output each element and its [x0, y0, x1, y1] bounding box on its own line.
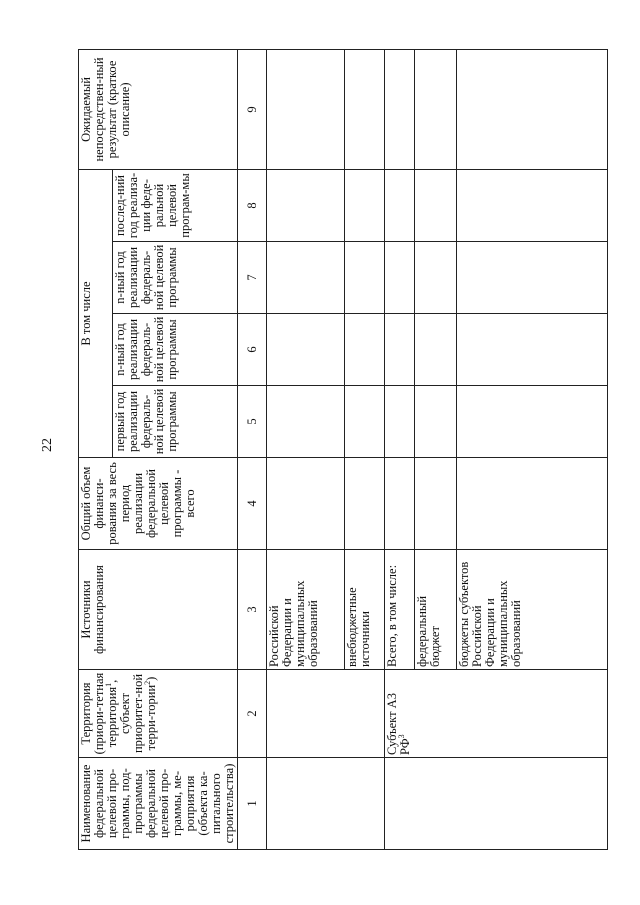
column-number: 7 [238, 242, 267, 314]
column-number: 9 [238, 50, 267, 170]
cell-empty [267, 670, 385, 758]
column-number: 3 [238, 550, 267, 670]
header-group: В том числе [79, 170, 113, 458]
header-result: Ожидаемый непосредствен-ный результат (краткое описание) [79, 50, 238, 170]
header-name: Наименование федеральной целевой про-граммы, под-программы федеральной целевой про-граммы, ме-роприятия (объекта ка-питального строительства) [79, 758, 238, 850]
page-number: 22 [40, 438, 55, 452]
column-number: 4 [238, 458, 267, 550]
table-row [385, 50, 415, 850]
cell-source: внебюджетные источники [345, 550, 385, 670]
header-n-year-2: n-ный год реализации федераль-ной целевой программы [113, 242, 238, 314]
header-sources: Источники финансирования [79, 550, 238, 670]
financing-table-rotated [78, 50, 608, 850]
cell-source: Российской Федерации и муниципальных образований [267, 550, 345, 670]
cell-source: бюджеты субъектов Российской Федерации и муниципальных образований [457, 550, 608, 670]
column-number: 5 [238, 386, 267, 458]
header-territory: Территория (приори-тетная территория$^1$, субъект приоритет-ной терри-тории$^2$) [79, 670, 238, 758]
cell-source: Всего, в том числе: [385, 550, 415, 670]
header-first-year: первый год реализации федераль-ной целевой программы [113, 386, 238, 458]
financing-table [78, 49, 608, 850]
cell-subject: Субъект А3 $РФ^3$ [385, 670, 608, 758]
cell-empty [267, 758, 385, 850]
cell-empty [385, 758, 608, 850]
column-number: 6 [238, 314, 267, 386]
header-n-year-1: n-ный год реализации федераль-ной целевой программы [113, 314, 238, 386]
table-row [267, 50, 345, 850]
column-number: 8 [238, 170, 267, 242]
column-number: 1 [238, 758, 267, 850]
cell-source: федеральный бюджет [415, 550, 457, 670]
header-total: Общий объем финанси-рования за весь период реализации федеральной целевой программы - всего [79, 458, 238, 550]
column-numbers-row [238, 50, 267, 850]
column-number: 2 [238, 670, 267, 758]
header-last-year: послед-ний год реализа-ции феде-ральной целевой програм-мы [113, 170, 238, 242]
